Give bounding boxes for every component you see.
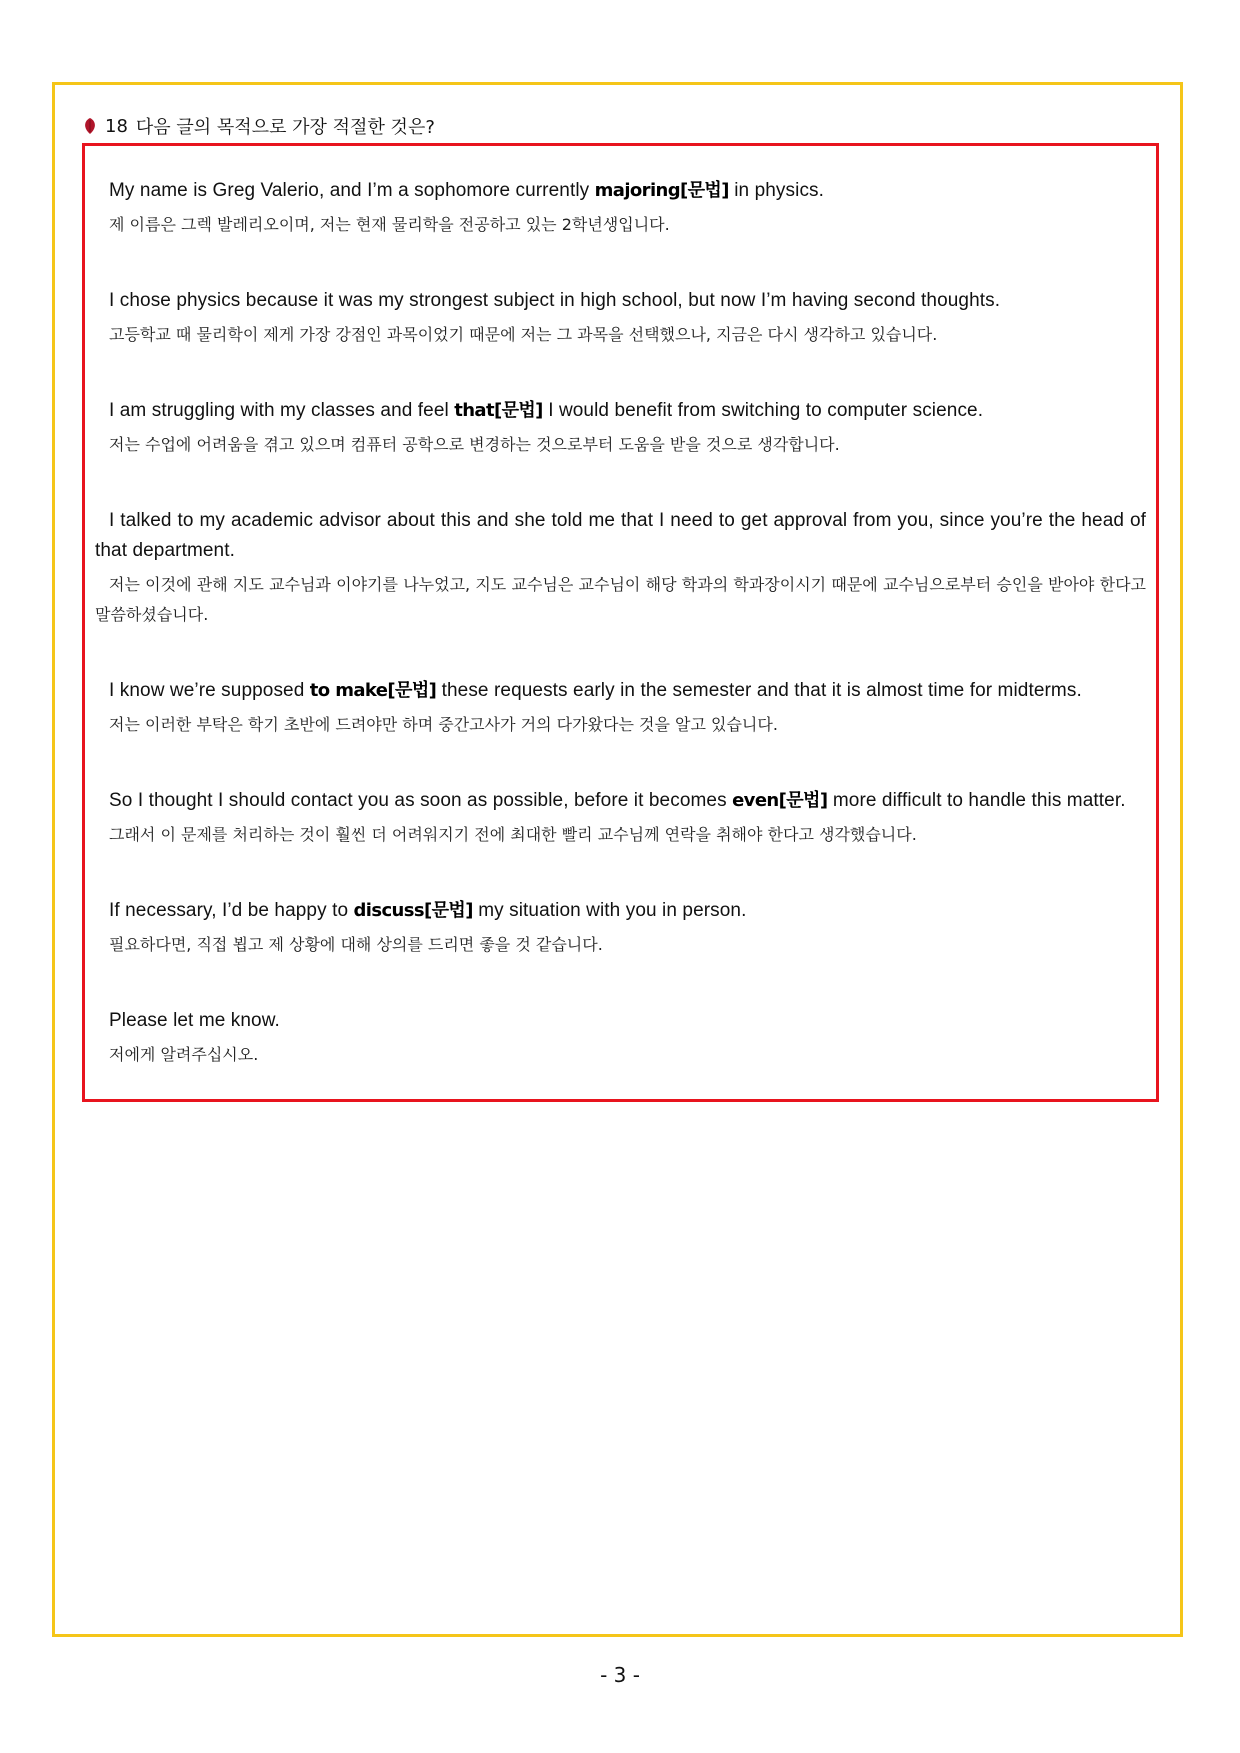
question-number: 18 bbox=[105, 115, 128, 137]
korean-translation: 필요하다면, 직접 뵙고 제 상황에 대해 상의를 드리면 좋을 것 같습니다. bbox=[109, 935, 603, 954]
grammar-point: that[문법] bbox=[454, 400, 543, 421]
korean-translation: 저에게 알려주십시오. bbox=[109, 1045, 259, 1064]
grammar-point: even[문법] bbox=[732, 790, 828, 811]
korean-translation: 저는 이것에 관해 지도 교수님과 이야기를 나누었고, 지도 교수님은 교수님이 해당 학과의 학과장이시기 때문에 교수님으로부터 승인을 받아야 한다고 말씀하셨습니다. bbox=[95, 575, 1146, 624]
korean-translation: 고등학교 때 물리학이 제게 가장 강점인 과목이었기 때문에 저는 그 과목을 선택했으나, 지금은 다시 생각하고 있습니다. bbox=[109, 325, 938, 344]
english-sentence: If necessary, I’d be happy to discuss[문법] my situation with you in person. bbox=[109, 900, 747, 921]
paragraph bbox=[95, 896, 1146, 960]
question-prompt: 다음 글의 목적으로 가장 적절한 것은? bbox=[135, 117, 435, 138]
paragraph bbox=[95, 506, 1146, 630]
english-sentence: I know we’re supposed to make[문법] these requests early in the semester and that it is almost time for midterms. bbox=[109, 680, 1082, 701]
english-sentence: I chose physics because it was my strongest subject in high school, but now I’m having second thoughts. bbox=[109, 290, 1001, 311]
paragraph bbox=[95, 786, 1146, 850]
paragraph bbox=[95, 396, 1146, 460]
english-sentence: Please let me know. bbox=[109, 1010, 280, 1031]
passage-box bbox=[82, 143, 1159, 1102]
korean-translation: 저는 수업에 어려움을 겪고 있으며 컴퓨터 공학으로 변경하는 것으로부터 도움을 받을 것으로 생각합니다. bbox=[109, 435, 840, 454]
question-header bbox=[83, 111, 435, 141]
korean-translation: 저는 이러한 부탁은 학기 초반에 드려야만 하며 중간고사가 거의 다가왔다는 것을 알고 있습니다. bbox=[109, 715, 778, 734]
paragraph bbox=[95, 176, 1146, 240]
korean-translation: 제 이름은 그렉 발레리오이며, 저는 현재 물리학을 전공하고 있는 2학년생입니다. bbox=[109, 215, 670, 234]
korean-translation: 그래서 이 문제를 처리하는 것이 훨씬 더 어려워지기 전에 최대한 빨리 교수님께 연락을 취해야 한다고 생각했습니다. bbox=[109, 825, 917, 844]
grammar-point: discuss[문법] bbox=[353, 900, 473, 921]
english-sentence: I am struggling with my classes and feel that[문법] I would benefit from switching to computer science. bbox=[109, 400, 984, 421]
english-sentence: So I thought I should contact you as soon as possible, before it becomes even[문법] more difficult to handle this matter. bbox=[109, 790, 1126, 811]
paragraph bbox=[95, 1006, 1146, 1070]
paragraph bbox=[95, 286, 1146, 350]
grammar-point: to make[문법] bbox=[309, 680, 437, 701]
red-leaf-icon bbox=[83, 117, 97, 135]
grammar-point: majoring[문법] bbox=[594, 180, 729, 201]
english-sentence: My name is Greg Valerio, and I’m a sophomore currently majoring[문법] in physics. bbox=[109, 180, 825, 201]
page-number: - 3 - bbox=[600, 1663, 640, 1687]
english-sentence: I talked to my academic advisor about this and she told me that I need to get approval from you, since you’re the head of that department. bbox=[95, 510, 1146, 561]
paragraph bbox=[95, 676, 1146, 740]
